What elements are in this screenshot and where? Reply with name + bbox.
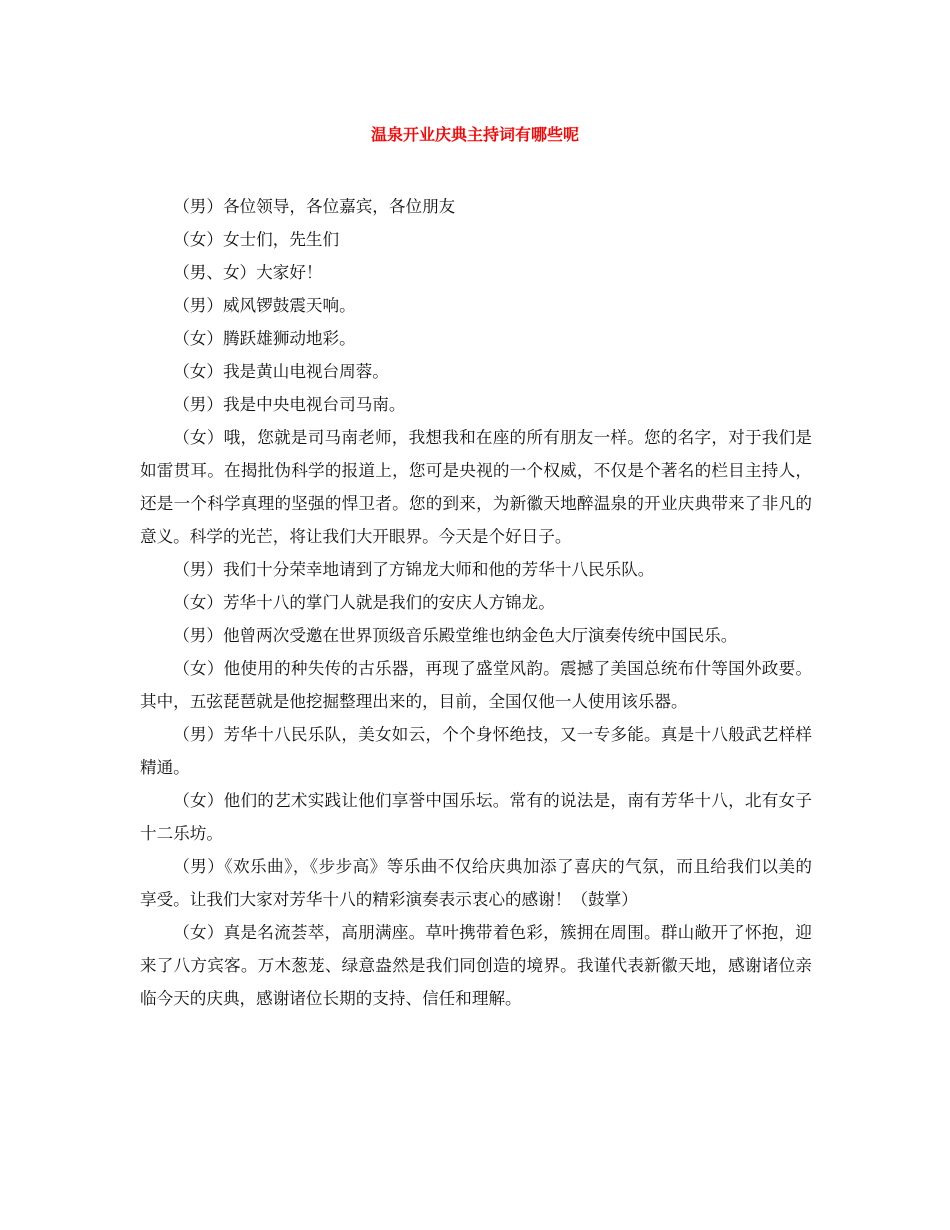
document-title: 温泉开业庆典主持词有哪些呢 — [370, 125, 579, 144]
paragraph: （女）腾跃雄狮动地彩。 — [173, 329, 356, 348]
paragraph: （女）女士们，先生们 — [173, 230, 340, 249]
paragraph: （男）威风锣鼓震天响。 — [173, 296, 356, 315]
paragraph: （女）我是黄山电视台周蓉。 — [173, 362, 389, 381]
paragraph: （女）芳华十八的掌门人就是我们的安庆人方锦龙。 — [173, 593, 555, 612]
paragraph: （女）真是名流荟萃，高朋满座。草叶携带着色彩，簇拥在周围。群山敞开了怀抱，迎来了八方宾客。万木葱茏、绿意盎然是我们同创造的境界。我谨代表新徽天地，感谢诸位亲临今天的庆典，感谢诸位长期的支持、信任和理解。 — [140, 923, 812, 1008]
paragraph: （女）他们的艺术实践让他们享誉中国乐坛。常有的说法是，南有芳华十八，北有女子十二乐坊。 — [140, 791, 812, 843]
paragraph: （男）芳华十八民乐队，美女如云，个个身怀绝技，又一专多能。真是十八般武艺样样精通。 — [140, 725, 812, 777]
paragraph: （男）各位领导，各位嘉宾，各位朋友 — [173, 197, 456, 216]
paragraph: （男）我们十分荣幸地请到了方锦龙大师和他的芳华十八民乐队。 — [173, 560, 655, 579]
paragraph: （男、女）大家好！ — [173, 263, 323, 282]
document-body — [140, 190, 812, 1015]
paragraph: （男）《欢乐曲》，《步步高》等乐曲不仅给庆典加添了喜庆的气氛，而且给我们以美的享受。让我们大家对芳华十八的精彩演奏表示衷心的感谢！（鼓掌） — [140, 857, 812, 909]
paragraph: （男）我是中央电视台司马南。 — [173, 395, 406, 414]
paragraph: （女）他使用的种失传的古乐器，再现了盛堂风韵。震撼了美国总统布什等国外政要。其中，五弦琵琶就是他挖掘整理出来的，目前，全国仅他一人使用该乐器。 — [140, 659, 812, 711]
paragraph: （男）他曾两次受邀在世界顶级音乐殿堂维也纳金色大厅演奏传统中国民乐。 — [173, 626, 738, 645]
paragraph: （女）哦，您就是司马南老师，我想我和在座的所有朋友一样。您的名字，对于我们是如雷贯耳。在揭批伪科学的报道上，您可是央视的一个权威，不仅是个著名的栏目主持人，还是一个科学真理的坚强的悍卫者。您的到来，为新徽天地醉温泉的开业庆典带来了非凡的意义。科学的光芒，将让我们大开眼界。今天是个好日子。 — [140, 428, 812, 546]
